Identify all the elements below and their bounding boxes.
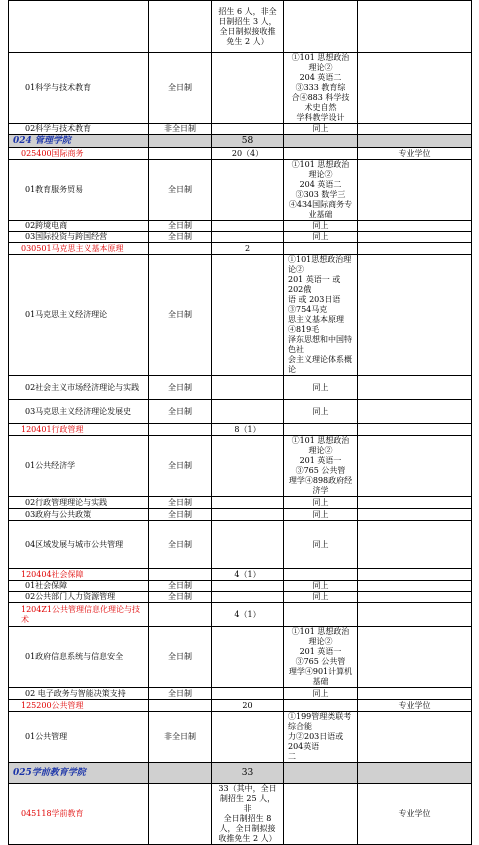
plan-cell (212, 160, 284, 221)
note-cell: 专业学位 (358, 784, 472, 845)
major-name-cell: 03马克思主义经济理论发展史 (9, 400, 149, 424)
major-name-cell: 01政府信息系统与信息安全 (9, 627, 149, 688)
exam-subjects-cell (284, 436, 358, 497)
study-mode-cell (149, 784, 212, 845)
exam-line: 201 英语一③765 公共管 (295, 647, 346, 666)
plan-cell: 58 (212, 135, 284, 148)
major-name-cell: 02公共部门人力资源管理 (9, 592, 149, 603)
table-row (9, 581, 472, 592)
note-cell (358, 124, 472, 135)
study-mode-cell (149, 603, 212, 627)
exam-subjects-cell: 同上 (284, 232, 358, 243)
exam-subjects-cell (284, 603, 358, 627)
note-cell (358, 569, 472, 581)
discipline-name: 120404社会保障 (9, 569, 149, 581)
discipline-name: 025400国际商务 (9, 148, 149, 160)
discipline-row (9, 784, 472, 845)
study-mode-cell (149, 700, 212, 712)
plan-cell (212, 581, 284, 592)
study-mode-cell: 全日制 (149, 160, 212, 221)
plan-line: 日制招生 3 人， (218, 16, 277, 26)
exam-subjects-cell: 同上 (284, 124, 358, 135)
plan-cell (212, 688, 284, 700)
discipline-name: 125200公共管理 (9, 700, 149, 712)
note-cell (358, 160, 472, 221)
exam-subjects-cell (284, 148, 358, 160)
note-cell (358, 509, 472, 521)
plan-line: 招生 6 人，非全 (218, 6, 277, 16)
note-cell (358, 400, 472, 424)
exam-line: 学科教学设计 (296, 113, 345, 122)
plan-cell (212, 784, 284, 845)
major-name-cell: 02 电子政务与智能决策支持 (9, 688, 149, 700)
table-row (9, 436, 472, 497)
exam-line: ①101 思想政治理论② (291, 53, 350, 72)
exam-subjects-cell (284, 160, 358, 221)
note-cell (358, 712, 472, 763)
note-cell: 专业学位 (358, 700, 472, 712)
exam-subjects-cell: 同上 (284, 592, 358, 603)
study-mode-cell: 全日制 (149, 436, 212, 497)
plan-line: 制招生 25 人，非 (219, 794, 276, 813)
admission-table (8, 0, 472, 845)
note-cell (358, 521, 472, 569)
exam-subjects-cell: 同上 (284, 376, 358, 400)
plan-cell (212, 627, 284, 688)
plan-cell (212, 1, 284, 53)
note-cell (358, 255, 472, 376)
exam-subjects-cell (284, 53, 358, 124)
discipline-row (9, 603, 472, 627)
note-cell (358, 436, 472, 497)
discipline-row (9, 243, 472, 255)
table-row (9, 221, 472, 232)
major-name-cell: 01公共经济学 (9, 436, 149, 497)
exam-line: ①101 思想政治理论② (291, 436, 350, 455)
exam-line: 理学④901计算机基础 (288, 667, 353, 686)
plan-cell: 2 (212, 243, 284, 255)
plan-cell (212, 592, 284, 603)
table-row (9, 376, 472, 400)
plan-cell: 8（1） (212, 424, 284, 436)
exam-subjects-cell (284, 1, 358, 53)
note-cell (358, 53, 472, 124)
plan-cell (212, 376, 284, 400)
note-cell (358, 497, 472, 509)
study-mode-cell: 全日制 (149, 627, 212, 688)
college-name: 025学前教育学院 (9, 763, 149, 784)
exam-subjects-cell: 同上 (284, 400, 358, 424)
major-name-cell: 02跨境电商 (9, 221, 149, 232)
table-row (9, 124, 472, 135)
exam-subjects-cell (284, 243, 358, 255)
discipline-row (9, 700, 472, 712)
exam-line: 201 英语一 或 202俄 (288, 275, 341, 294)
exam-line: ①101 思想政治理论② (291, 160, 350, 179)
study-mode-cell (149, 424, 212, 436)
discipline-name: 1204Z1公共管理信息化理论与技术 (9, 603, 149, 627)
note-cell (358, 232, 472, 243)
exam-subjects-cell (284, 135, 358, 148)
major-name-cell: 03国际投资与跨国经营 (9, 232, 149, 243)
study-mode-cell: 全日制 (149, 221, 212, 232)
plan-cell: 4（1） (212, 569, 284, 581)
plan-line: 全日制招生 8 (223, 814, 272, 823)
discipline-row (9, 424, 472, 436)
exam-subjects-cell: 同上 (284, 581, 358, 592)
study-mode-cell: 全日制 (149, 592, 212, 603)
exam-line: ④434国际商务专业基础 (288, 200, 353, 219)
exam-subjects-cell: 同上 (284, 221, 358, 232)
table-row (9, 521, 472, 569)
exam-subjects-cell: 同上 (284, 509, 358, 521)
study-mode-cell: 全日制 (149, 581, 212, 592)
exam-subjects-cell: 同上 (284, 497, 358, 509)
study-mode-cell (149, 569, 212, 581)
study-mode-cell: 全日制 (149, 53, 212, 124)
exam-subjects-cell (284, 784, 358, 845)
study-mode-cell (149, 243, 212, 255)
table-row (9, 400, 472, 424)
major-name-cell: 04区域发展与城市公共管理 (9, 521, 149, 569)
discipline-name: 030501马克思主义基本原理 (9, 243, 149, 255)
note-cell (358, 581, 472, 592)
table-row (9, 160, 472, 221)
table-row (9, 53, 472, 124)
discipline-row (9, 569, 472, 581)
major-name-cell (9, 1, 149, 53)
table-row (9, 712, 472, 763)
study-mode-cell: 全日制 (149, 688, 212, 700)
major-name-cell: 01教育服务贸易 (9, 160, 149, 221)
exam-line: ①101 思想政治理论② (291, 627, 350, 646)
major-name-cell: 03政府与公共政策 (9, 509, 149, 521)
exam-subjects-cell (284, 424, 358, 436)
exam-line: 泽东思想和中国特色社 (288, 335, 352, 354)
plan-cell (212, 400, 284, 424)
exam-line: 力②203日语或 204英语 (288, 732, 344, 751)
major-name-cell: 01科学与技术教育 (9, 53, 149, 124)
note-cell (358, 221, 472, 232)
study-mode-cell: 全日制 (149, 497, 212, 509)
plan-cell (212, 255, 284, 376)
plan-line: 全日制拟接收推 (219, 26, 276, 36)
note-cell (358, 688, 472, 700)
plan-line: 33（其中，全日 (218, 784, 277, 793)
exam-line: 204 英语二③333 教育综 (295, 73, 346, 92)
college-row (9, 763, 472, 784)
plan-cell: 4（1） (212, 603, 284, 627)
note-cell (358, 627, 472, 688)
plan-cell: 20 (212, 700, 284, 712)
exam-line: 会主义理论体系概论 (288, 355, 352, 374)
plan-cell (212, 509, 284, 521)
discipline-row (9, 148, 472, 160)
table-row (9, 232, 472, 243)
plan-line: 人，全日制拟接 (219, 824, 276, 833)
table-row (9, 1, 472, 53)
study-mode-cell: 全日制 (149, 255, 212, 376)
study-mode-cell: 非全日制 (149, 124, 212, 135)
exam-line: 204 英语二③303 数学三 (295, 180, 346, 199)
note-cell (358, 424, 472, 436)
college-row (9, 135, 472, 148)
exam-line: 合④883 科学技术史自然 (291, 93, 350, 112)
plan-cell (212, 497, 284, 509)
plan-cell: 33 (212, 763, 284, 784)
plan-cell: 20（4） (212, 148, 284, 160)
exam-line: ①101思想政治理论② (288, 255, 352, 274)
plan-cell (212, 124, 284, 135)
note-cell (358, 376, 472, 400)
plan-line: 收推免生 2 人） (218, 834, 277, 843)
table-row (9, 509, 472, 521)
discipline-name: 120401行政管理 (9, 424, 149, 436)
major-name-cell: 02科学与技术教育 (9, 124, 149, 135)
plan-line: 免生 2 人） (226, 36, 269, 46)
major-name-cell: 01马克思主义经济理论 (9, 255, 149, 376)
exam-line: 201 英语一③765 公共管 (295, 456, 346, 475)
exam-subjects-cell (284, 700, 358, 712)
note-cell (358, 243, 472, 255)
exam-subjects-cell (284, 712, 358, 763)
study-mode-cell: 全日制 (149, 232, 212, 243)
major-name-cell: 01社会保障 (9, 581, 149, 592)
exam-subjects-cell (284, 763, 358, 784)
table-row (9, 255, 472, 376)
plan-cell (212, 712, 284, 763)
exam-subjects-cell (284, 569, 358, 581)
major-name-cell: 01公共管理 (9, 712, 149, 763)
exam-subjects-cell (284, 627, 358, 688)
study-mode-cell (149, 763, 212, 784)
exam-subjects-cell: 同上 (284, 521, 358, 569)
study-mode-cell: 全日制 (149, 509, 212, 521)
study-mode-cell (149, 135, 212, 148)
plan-cell (212, 221, 284, 232)
exam-line: ①199管理类联考综合能 (288, 712, 352, 731)
plan-cell (212, 436, 284, 497)
table-row (9, 627, 472, 688)
exam-line: 思主义基本原理④819毛 (288, 315, 344, 334)
study-mode-cell (149, 148, 212, 160)
plan-cell (212, 53, 284, 124)
table-row (9, 497, 472, 509)
exam-line: 理学④898政府经济学 (288, 476, 353, 495)
table-row (9, 592, 472, 603)
exam-line: 语 或 203日语③754马克 (288, 295, 341, 314)
table-row (9, 688, 472, 700)
note-cell: 专业学位 (358, 148, 472, 160)
plan-cell (212, 521, 284, 569)
note-cell (358, 603, 472, 627)
study-mode-cell: 全日制 (149, 400, 212, 424)
exam-subjects-cell: 同上 (284, 688, 358, 700)
college-name: 024 管理学院 (9, 135, 149, 148)
study-mode-cell: 全日制 (149, 521, 212, 569)
note-cell (358, 135, 472, 148)
discipline-name: 045118学前教育 (9, 784, 149, 845)
exam-line: 二 (288, 752, 296, 761)
note-cell (358, 1, 472, 53)
study-mode-cell (149, 1, 212, 53)
plan-cell (212, 232, 284, 243)
major-name-cell: 02社会主义市场经济理论与实践 (9, 376, 149, 400)
study-mode-cell: 全日制 (149, 376, 212, 400)
major-name-cell: 02行政管理理论与实践 (9, 497, 149, 509)
study-mode-cell: 非全日制 (149, 712, 212, 763)
note-cell (358, 592, 472, 603)
note-cell (358, 763, 472, 784)
exam-subjects-cell (284, 255, 358, 376)
